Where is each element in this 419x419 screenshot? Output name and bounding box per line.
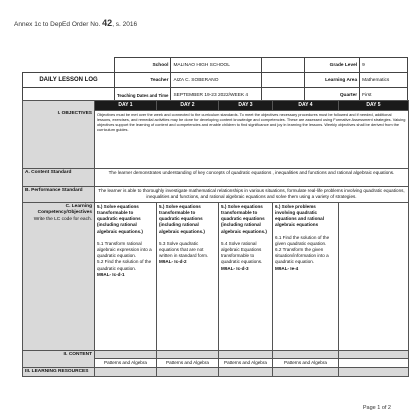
- competency-title: 6.) Solve problems involving quadratic equations and rational algebraic equations: [275, 203, 325, 228]
- competency-label-a: C. Learning: [65, 203, 92, 209]
- objectives-label: I. OBJECTIVES: [23, 110, 95, 168]
- competency-day-1: [95, 202, 157, 350]
- competency-sub: 5.2 Find the solution of the quadratic equation.: [97, 259, 152, 271]
- resources-spacer: [339, 367, 409, 376]
- day-header: DAY 2: [157, 101, 219, 111]
- school-label: School: [115, 58, 171, 73]
- resources-spacer: [157, 367, 219, 376]
- resources-spacer: [273, 367, 339, 376]
- header-gap: [261, 58, 304, 73]
- competency-sub: 5.1 Transform rational algebraic expression into a quadratic equation.: [97, 240, 152, 259]
- competency-label-b: Competency/Objectives: [37, 210, 92, 216]
- competency-label-c: Write the LC code for each.: [33, 216, 92, 222]
- annex-prefix: Annex 1c to DepEd Order No.: [14, 21, 101, 28]
- content-spacer: [157, 350, 219, 358]
- grade-label: Grade Level: [304, 58, 359, 73]
- resources-spacer: [95, 367, 157, 376]
- header-gap: [261, 73, 304, 88]
- learning-area-value: Mathematics: [360, 73, 408, 88]
- document-title: DAILY LESSON LOG: [23, 73, 115, 88]
- lesson-table: [22, 100, 409, 377]
- dates-value: SEPTEMBER 19-23 2022/WEEK 4: [171, 88, 261, 103]
- content-standard-text: The learner demonstrates understanding of key concepts of quadratic equations , inequalities and functions and rational algebraic equations.: [95, 168, 409, 186]
- content-day-4: Patterns and Algebra: [273, 358, 339, 367]
- day-header: DAY 1: [95, 101, 157, 111]
- competency-code: M9AL- Ic-d-2: [159, 259, 187, 265]
- competency-sub: 6.2 Transform the given situation/information into a quadratic equation.: [275, 247, 329, 265]
- page-number: Page 1 of 2: [362, 405, 391, 411]
- annex-reference: [14, 18, 137, 28]
- header-table: [22, 57, 408, 103]
- competency-day-2: [157, 202, 219, 350]
- day-header: DAY 3: [219, 101, 273, 111]
- content-spacer: [95, 350, 157, 358]
- content-day-3: Patterns and Algebra: [219, 358, 273, 367]
- school-value: MALINAO HIGH SCHOOL: [171, 58, 261, 73]
- competency-title: 5.) Solve equations transformable to quadratic equations (including rational algebraic equations.): [97, 203, 143, 234]
- day-header: DAY 4: [273, 101, 339, 111]
- competency-sub: 6.1 Find the solution of the given quadratic equation.: [275, 234, 330, 246]
- competency-sub: 5.4 Solve rational algebraic Equations transformable to quadratic equations.: [221, 240, 263, 265]
- learning-resources-label: III. LEARNING RESOURCES: [23, 367, 95, 376]
- annex-number: 42: [102, 18, 113, 28]
- grade-value: 9: [360, 58, 408, 73]
- resources-spacer: [219, 367, 273, 376]
- content-standard-label: A. Content Standard: [23, 168, 95, 186]
- competency-sub: 5.3 Solve quadratic equations that are not written in standard form.: [159, 240, 209, 259]
- content-label: II. CONTENT: [23, 350, 95, 367]
- content-spacer: [339, 350, 409, 358]
- teacher-value: AIZA C. SOBERANO: [171, 73, 261, 88]
- content-day-1: Patterns and Algebra: [95, 358, 157, 367]
- performance-standard-text: The learner is able to thoroughly investigate mathematical relationships in various situations, formulate real-life problems involving quadratic equations, inequalities and functions, and rational algebraic equations and solve them using a variety of strategies.: [95, 186, 409, 202]
- content-spacer: [219, 350, 273, 358]
- header-spacer: [23, 58, 115, 73]
- content-day-2: Patterns and Algebra: [157, 358, 219, 367]
- competency-title: 5.) Solve equations transformable to quadratic equations (including rational algebraic equations.): [221, 203, 267, 234]
- teacher-label: Teacher: [115, 73, 171, 88]
- competency-code: M9AL- Ic-d-1: [97, 271, 125, 277]
- competency-day-4: [273, 202, 339, 350]
- annex-suffix: , s. 2016: [112, 21, 138, 28]
- quarter-label: Quarter: [304, 88, 359, 103]
- performance-standard-label: B. Performance Standard: [23, 186, 95, 202]
- competency-code: M9AL- Ic-d-3: [221, 265, 249, 271]
- day-header: DAY 5: [339, 101, 409, 111]
- objectives-text: Objectives must be met over the week and connected to the curriculum standards. To meet the objectives necessary procedures must be followed and if needed, additional lessons, exercises, and remedial activities may be done for developing content knowledge and competencies. These are assessed using Formative Assessment strategies. Valuing objectives support the learning of content and competencies and enable children to find significance and joy in learning the lessons. Weekly objectives shall be derived from the curriculum guides.: [95, 110, 409, 168]
- competency-label: [23, 202, 95, 350]
- dates-label: Teaching Dates and Time: [115, 88, 171, 103]
- competency-title: 5.) Solve equations transformable to quadratic equations (including rational algebraic equations.): [159, 203, 205, 234]
- competency-day-5: [339, 202, 409, 350]
- quarter-value: First: [360, 88, 408, 103]
- content-day-5: [339, 358, 409, 367]
- competency-day-3: [219, 202, 273, 350]
- content-spacer: [273, 350, 339, 358]
- corner-cell: [23, 101, 95, 111]
- competency-code: M9AL- Ie-4: [275, 265, 299, 271]
- learning-area-label: Learning Area: [304, 73, 359, 88]
